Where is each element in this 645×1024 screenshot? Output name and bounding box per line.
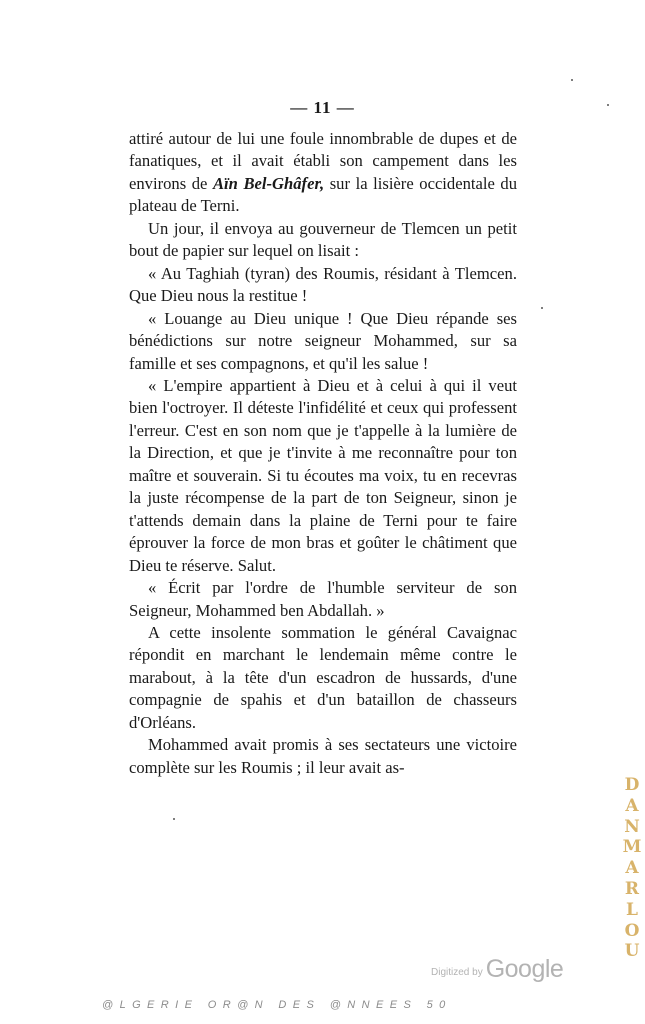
paragraph: A cette insolente sommation le général Cavaignac répondit en marchant le lendemain même contre le marabout, à la tête d'un escadron de hussards, d'une compagnie de spahis et d'un bataillon de chasseurs d'Orléans. — [129, 622, 517, 732]
scan-speck — [607, 104, 609, 106]
place-name-italic: Aïn Bel-Ghâfer, — [212, 173, 325, 193]
paragraph-text: attiré autour de lui une foule innombrable de dupes et de fanatiques, et il avait établi son campement dans les environs de — [129, 129, 517, 193]
paragraph: « Louange au Dieu unique ! Que Dieu répande ses bénédictions sur notre seigneur Mohammed, sur sa famille et ses compagnons, et qu'il les salue ! — [129, 308, 517, 373]
paragraph-text: sur la lisière occidentale du plateau de Terni. — [129, 173, 518, 216]
paragraph: Un jour, il envoya au gouverneur de Tlemcen un petit bout de papier sur lequel on lisait : — [129, 218, 517, 261]
digitized-label: Digitized by — [431, 967, 483, 978]
footer-watermark: @LGERIE OR@N DES @NNEES 50 — [102, 999, 452, 1011]
paragraph — [129, 128, 517, 218]
paragraph: « Au Taghiah (tyran) des Roumis, résidant à Tlemcen. Que Dieu nous la restitue ! — [129, 263, 517, 306]
paragraph: « L'empire appartient à Dieu et à celui à qui il veut bien l'octroyer. Il déteste l'infidélité et ceux qui professent l'erreur. C'est en son nom que je t'appelle à la lumière de la Direction, et que je t'invite à me reconnaître pour ton maître et souverain. Si tu écoutes ma voix, tu en recevras la juste récompense de la part de ton Seigneur, sinon je t'attends demain dans la plaine de Terni pour te faire éprouver la force de mon bras et goûter le châtiment que Dieu te réserve. Salut. — [129, 375, 517, 575]
paragraph: Mohammed avait promis à ses sectateurs une victoire complète sur les Roumis ; il leur avait as- — [129, 735, 517, 777]
paragraph: « Écrit par l'ordre de l'humble serviteur de son Seigneur, Mohammed ben Abdallah. » — [129, 578, 517, 620]
scan-speck — [173, 818, 175, 820]
google-logo: Google — [485, 955, 564, 983]
scan-speck — [571, 79, 573, 81]
body-text — [129, 128, 517, 779]
digitized-by-google — [431, 950, 563, 984]
page-number: — 11 — — [290, 98, 355, 117]
scan-speck — [541, 307, 543, 309]
side-watermark: D A N M A R L O U — [622, 775, 642, 962]
